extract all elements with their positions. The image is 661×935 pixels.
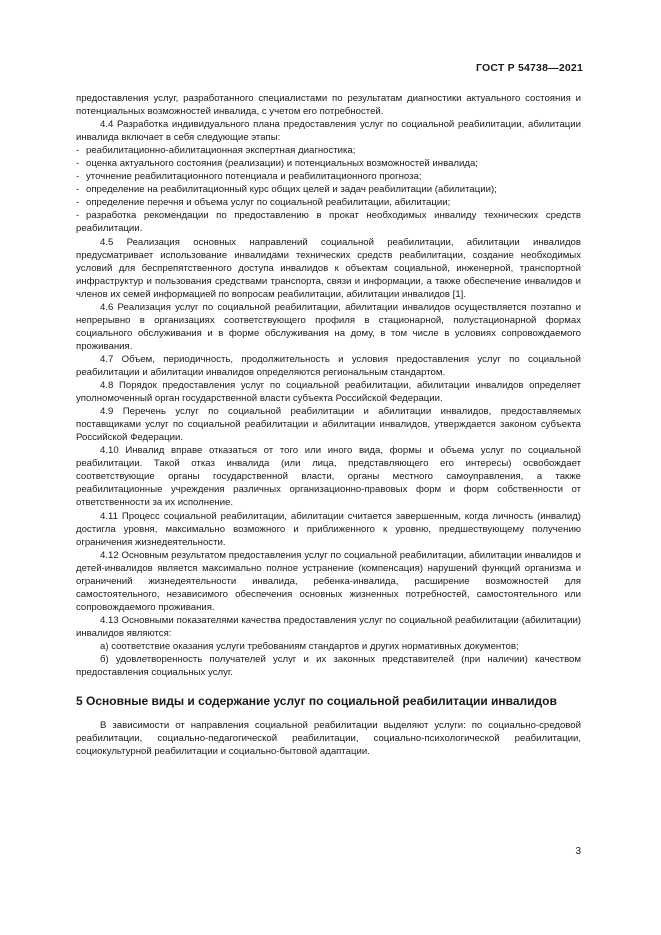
paragraph-4-8: 4.8 Порядок предоставления услуг по социальной реабилитации, абилитации инвалидов определяет уполномоченный орган государственной власти субъекта Российской Федерации. xyxy=(76,380,581,405)
list-item: - реабилитационно-абилитационная экспертная диагностика; xyxy=(76,145,356,157)
paragraph-4-7: 4.7 Объем, периодичность, продолжительность и условия предоставления услуг по социальной реабилитации и абилитации инвалидов определяются региональным стандартом. xyxy=(76,353,581,378)
list-item: - разработка рекомендации по предоставлению в прокат необходимых инвалиду технических средств реабилитации. xyxy=(76,210,581,235)
paragraph-4-10: 4.10 Инвалид вправе отказаться от того или иного вида, формы и объема услуг по социальной реабилитации. Такой отказ инвалида (или лица, представляющего его интересы) освобождает соответствующие органы государственной власти, органы местного самоуправления, а также реабилитационные учреждения различных организационно-правовых форм и форм собственности от ответственности за их исполнение. xyxy=(76,445,581,509)
standard-header: ГОСТ Р 54738—2021 xyxy=(475,62,583,74)
paragraph-4-5: 4.5 Реализация основных направлений социальной реабилитации, абилитации инвалидов предусматривает использование инвалидами технических средств реабилитации, создание необходимых условий для беспрепятственного доступа инвалидов к объектам социальной, инженерной, транспортной инфраструктур и пользования средствами транспорта, связи и информации, а также обеспечение инвалидов и членов их семей информацией по вопросам реабилитации, абилитации инвалидов [1]. xyxy=(76,236,581,300)
paragraph-5: В зависимости от направления социальной реабилитации выделяют услуги: по социально-средовой реабилитации, социально-педагогической реабилитации, социально-психологической реабилитации, социокультурной реабилитации и социально-бытовой адаптации. xyxy=(76,720,581,758)
list-marker: - xyxy=(76,197,80,209)
paragraph-4-9: 4.9 Перечень услуг по социальной реабилитации и абилитации инвалидов, предоставляемых поставщиками услуг по социальной реабилитации и абилитации инвалидов, утверждается законом субъекта Российской Федерации. xyxy=(76,406,581,444)
list-marker: - xyxy=(76,145,80,157)
list-marker: - xyxy=(76,210,80,222)
list-4-4 xyxy=(76,144,581,235)
page-number: 3 xyxy=(575,846,581,857)
paragraph-4-11: 4.11 Процесс социальной реабилитации, абилитации считается завершенным, когда личность (инвалид) достигла уровня, максимально возможного и приближенного к уровню, предшествующему получению ограничения жизнедеятельности. xyxy=(76,510,581,548)
list-item: - уточнение реабилитационного потенциала и реабилитационного прогноза; xyxy=(76,171,422,183)
paragraph-4-13: 4.13 Основными показателями качества предоставления услуг по социальной реабилитации (абилитации) инвалидов являются: xyxy=(76,614,581,639)
paragraph-4-13-a: а) соответствие оказания услуги требованиям стандартов и других нормативных документов; xyxy=(100,640,519,652)
section-5-title: 5 Основные виды и содержание услуг по социальной реабилитации инвалидов xyxy=(76,694,557,709)
document-body xyxy=(76,92,581,758)
list-marker: - xyxy=(76,184,80,196)
paragraph-4-12: 4.12 Основным результатом предоставления услуг по социальной реабилитации, абилитации инвалидов и детей-инвалидов является максимально полное устранение (компенсация) нарушений функций организма и ограничений жизнедеятельности инвалида, ребенка-инвалида, расширение возможностей для самостоятельного, независимого обеспечения основных жизненных потребностей, самостоятельного или сопровождаемого проживания. xyxy=(76,549,581,613)
list-item: - определение перечня и объема услуг по социальной реабилитации, абилитации; xyxy=(76,197,451,209)
list-marker: - xyxy=(76,158,80,170)
list-item: - оценка актуального состояния (реализации) и потенциальных возможностей инвалида; xyxy=(76,158,478,170)
list-marker: - xyxy=(76,171,80,183)
paragraph-continued: предоставления услуг, разработанного специалистами по результатам диагностики актуального состояния и потенциальных возможностей инвалида, с учетом его потребностей. xyxy=(76,93,581,118)
paragraph-4-13-b: б) удовлетворенность получателей услуг и их законных представителей (при наличии) качеством предоставления социальных услуг. xyxy=(76,654,581,679)
list-item: - определение на реабилитационный курс общих целей и задач реабилитации (абилитации); xyxy=(76,184,497,196)
paragraph-4-4: 4.4 Разработка индивидуального плана предоставления услуг по социальной реабилитации, абилитации инвалида включает в себя следующие этапы: xyxy=(76,119,581,144)
paragraph-4-6: 4.6 Реализация услуг по социальной реабилитации, абилитации инвалидов осуществляется поэтапно и непрерывно в организациях соответствующего профиля в стационарной, полустационарной формах социального обслуживания и в форме обслуживания на дому, в том числе в условиях сопровождаемого проживания. xyxy=(76,301,581,352)
